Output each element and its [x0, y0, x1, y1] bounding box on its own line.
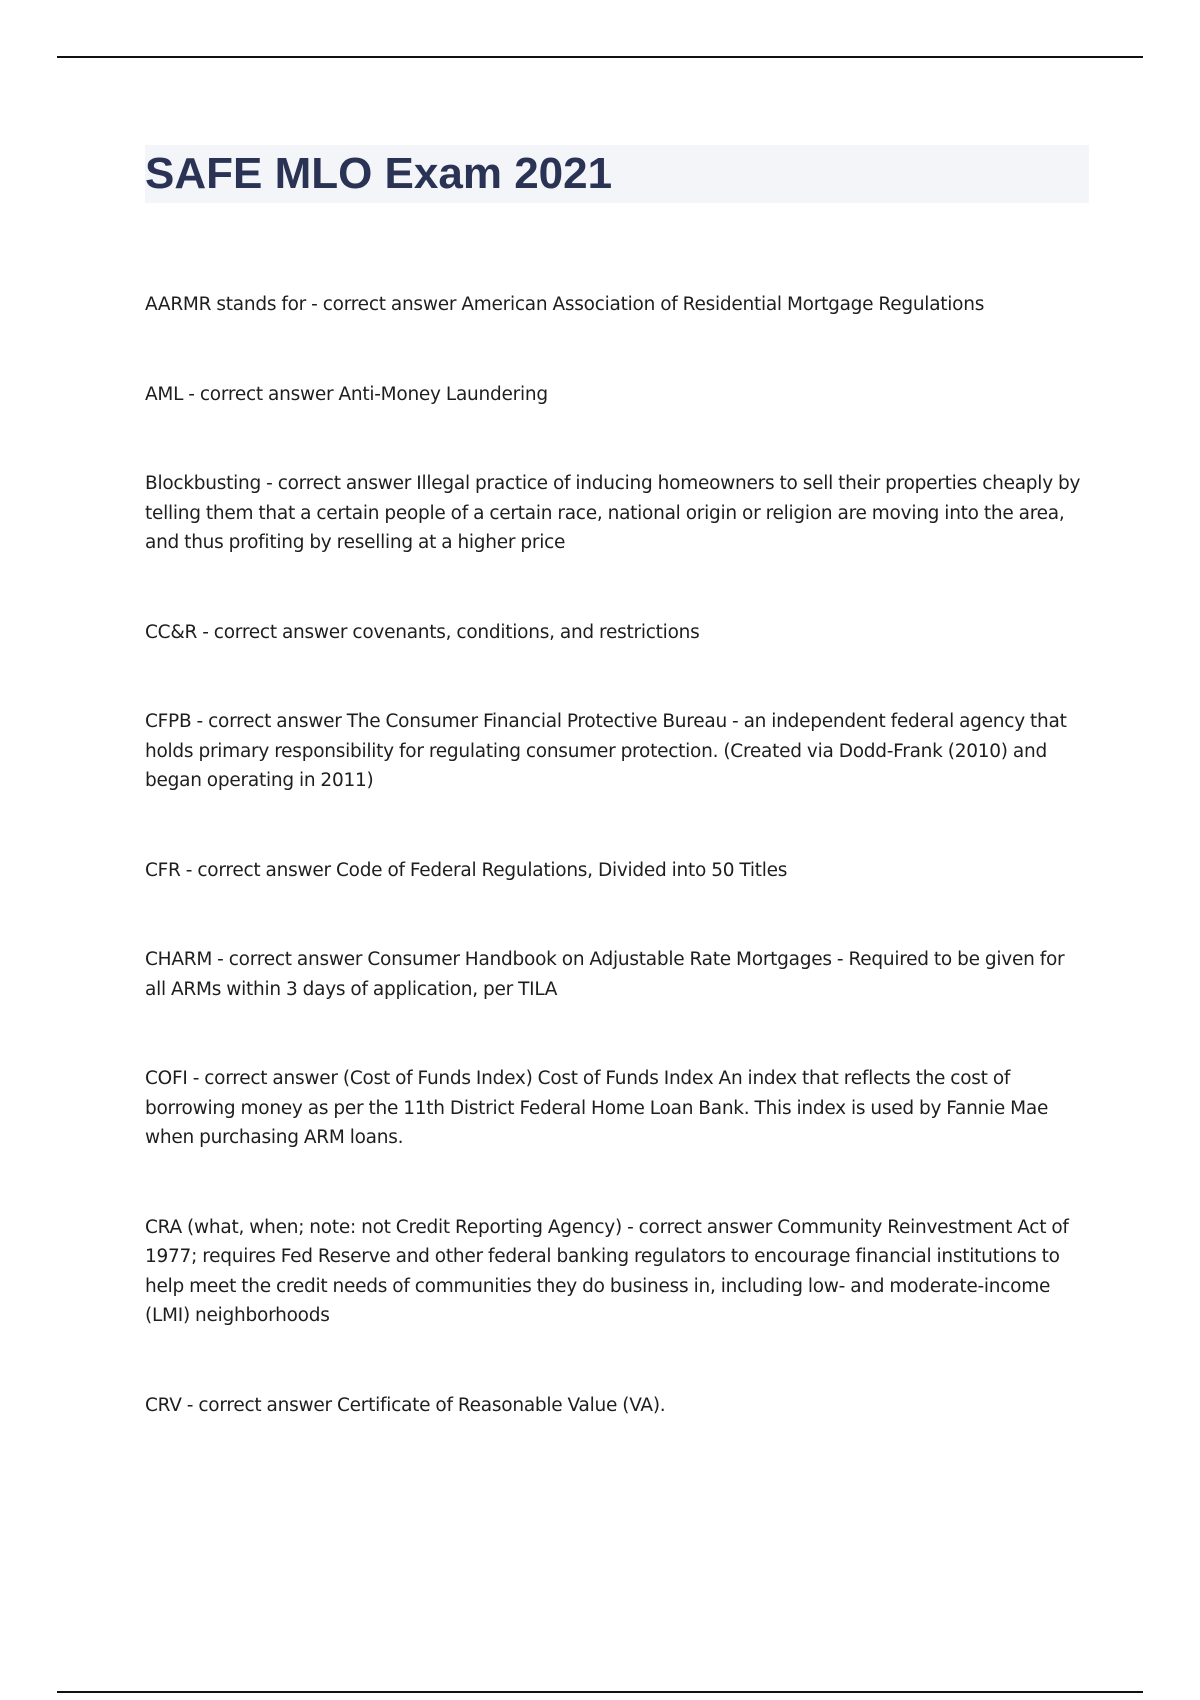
- page-title: SAFE MLO Exam 2021: [145, 149, 613, 198]
- bottom-rule: [57, 1691, 1143, 1693]
- list-item: Blockbusting - correct answer Illegal practice of inducing homeowners to sell their properties cheaply by telling them that a certain people of a certain race, national origin or religion are moving into the area, and thus profiting by reselling at a higher price: [145, 473, 1081, 553]
- list-item: CFR - correct answer Code of Federal Regulations, Divided into 50 Titles: [145, 859, 788, 881]
- list-item: CRA (what, when; note: not Credit Reporting Agency) - correct answer Community Reinvestment Act of 1977; requires Fed Reserve and other federal banking regulators to encourage financial institutions to help meet the credit needs of communities they do business in, including low- and moderate-income (LMI) neighborhoods: [145, 1216, 1069, 1326]
- list-item: AML - correct answer Anti-Money Laundering: [145, 383, 548, 405]
- qa-list: [145, 290, 1089, 1480]
- list-item: CRV - correct answer Certificate of Reasonable Value (VA).: [145, 1394, 666, 1416]
- top-rule: [57, 56, 1143, 58]
- list-item: AARMR stands for - correct answer American Association of Residential Mortgage Regulations: [145, 294, 985, 315]
- list-item: CC&R - correct answer covenants, conditions, and restrictions: [145, 621, 700, 643]
- list-item: CHARM - correct answer Consumer Handbook on Adjustable Rate Mortgages - Required to be given for all ARMs within 3 days of application, per TILA: [145, 949, 1065, 1000]
- list-item: CFPB - correct answer The Consumer Financial Protective Bureau - an independent federal agency that holds primary responsibility for regulating consumer protection. (Created via Dodd-Frank (2010) and began operating in 2011): [145, 711, 1067, 791]
- list-item: COFI - correct answer (Cost of Funds Index) Cost of Funds Index An index that reflects the cost of borrowing money as per the 11th District Federal Home Loan Bank. This index is used by Fannie Mae when purchasing ARM loans.: [145, 1068, 1049, 1148]
